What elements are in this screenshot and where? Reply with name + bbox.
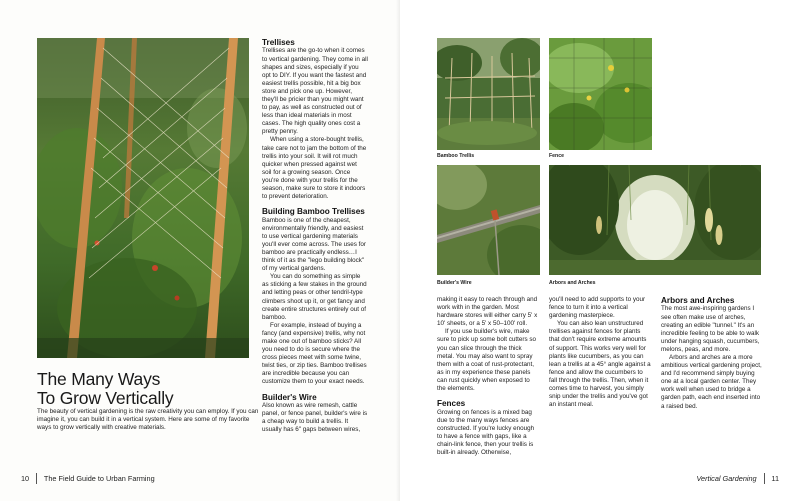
paragraph: Also known as wire remesh, cattle panel, or fence panel, builder's wire is a cheap way to build a trellis. It usually has 6" gaps between wires, xyxy=(262,401,368,434)
footer-divider xyxy=(36,473,37,484)
paragraph: The most awe-inspiring gardens I see often make use of arches, creating an edible "tunnel." It's an incredible feeling to be able to walk under hanging squash, cucumbers, melons, peas, and more. xyxy=(661,305,760,353)
heading-trellises: Trellises xyxy=(262,38,295,47)
caption-bamboo-trellis: Bamboo Trellis xyxy=(437,153,475,159)
builders-wire-photo xyxy=(437,165,540,275)
heading-building-bamboo-trellises: Building Bamboo Trellises xyxy=(262,207,365,217)
caption-builders-wire: Builder's Wire xyxy=(437,280,472,286)
paragraph: Bamboo is one of the cheapest, environmentally friendly, and easiest to use vertical gardening materials you'll ever come across. The uses for bamboo are practically endless…I think of it as the "lego building block" of my vertical gardens. xyxy=(262,216,366,273)
paragraph: If you use builder's wire, make sure to pick up some bolt cutters so you can slice through the thick metal. You may also want to spray them with a coat of rust-protectant, as in my experience these panels can rust quickly when exposed to the elements. xyxy=(437,328,537,393)
paragraph: making it easy to reach through and work with in the garden. Most hardware stores will either carry 5' x 10' sheets, or a 5' x 50–100' roll. xyxy=(437,296,538,328)
paragraph: You can do something as simple as sticking a few stakes in the ground and letting peas or other tendril-type climbers shoot up it, or get fancy and create entire structures entirely out of bamboo. xyxy=(262,273,367,321)
heading-builders-wire: Builder's Wire xyxy=(262,392,317,402)
left-footer xyxy=(21,473,155,484)
paragraph: you'll need to add supports to your fence to turn it into a vertical gardening masterpiece. xyxy=(549,296,646,320)
heading-arbors-and-arches: Arbors and Arches xyxy=(661,296,735,305)
bamboo-trellis-photo xyxy=(437,38,540,150)
paragraph: For example, instead of buying a fancy (and expensive) trellis, why not make one out of bamboo sticks? All you need to do is secure where the cross pieces meet with some twine, twist ties, or zip ties. Bamboo trellises are incredible because you can customize them to your exact needs. xyxy=(262,321,367,386)
trellis-garden-photo xyxy=(37,38,249,358)
fence-photo xyxy=(549,38,652,150)
footer-divider xyxy=(764,473,765,484)
paragraph: Trellises are the go-to when it comes to vertical gardening. They come in all shapes and sizes, especially if you opt to DIY. If you want the fastest and easiest trellis possible, hit a big box store and pick one up. However, they'll be pricier than you might want to pay, as well as constructed out of less than ideal materials in most cases. The high quality ones cost a pretty penny. xyxy=(262,47,368,136)
caption-arbors-arches: Arbors and Arches xyxy=(549,280,596,286)
page-number: 10 xyxy=(21,474,30,483)
intro-paragraph: The beauty of vertical gardening is the raw creativity you can employ. If you can imagine it, you can build it in a vertical system. Here are some of my favorite ways to grow vertically with creative materials. xyxy=(37,408,259,432)
chapter-title: Vertical Gardening xyxy=(696,474,757,483)
heading-fences: Fences xyxy=(437,399,466,409)
paragraph: Growing on fences is a mixed bag due to the many ways fences are constructed. If you're lucky enough to have a fence with gaps, like a chain-link fence, then your trellis is built-in already. Otherwise, xyxy=(437,408,535,456)
paragraph: Arbors and arches are a more ambitious vertical gardening project, and I'd recommend simply buying one at a local garden center. They work well when used to bridge a garden path, each end inserted into a raised bed. xyxy=(661,353,762,410)
arbors-arches-photo xyxy=(549,165,761,275)
right-column-1 xyxy=(437,296,540,457)
right-column-2 xyxy=(549,296,652,409)
caption-fence: Fence xyxy=(549,153,564,159)
right-footer xyxy=(696,473,779,484)
book-title: The Field Guide to Urban Farming xyxy=(43,474,155,483)
right-column-3 xyxy=(661,296,764,411)
page-number: 11 xyxy=(771,474,779,483)
paragraph: You can also lean unstructured trellises against fences for plants that don't require extreme amounts of support. This works very well for plants like cucumbers, as you can lean a trellis at a 45° angle against a fence and allow the cucumbers to fall through the trellis. Then, when it comes time to harvest, you simply snip under the trellis and you've got an instant meal. xyxy=(549,320,651,409)
section-title: The Many Ways To Grow Vertically xyxy=(37,369,174,408)
paragraph: When using a store-bought trellis, take care not to jam the bottom of the trellis into your soil. It will rot much quicker when pressed against wet soil for a growing season. Once you're done with your trellis for the season, make sure to store it indoors to prevent deterioration. xyxy=(262,136,367,201)
right-page xyxy=(400,0,800,501)
left-column-text xyxy=(262,38,368,434)
